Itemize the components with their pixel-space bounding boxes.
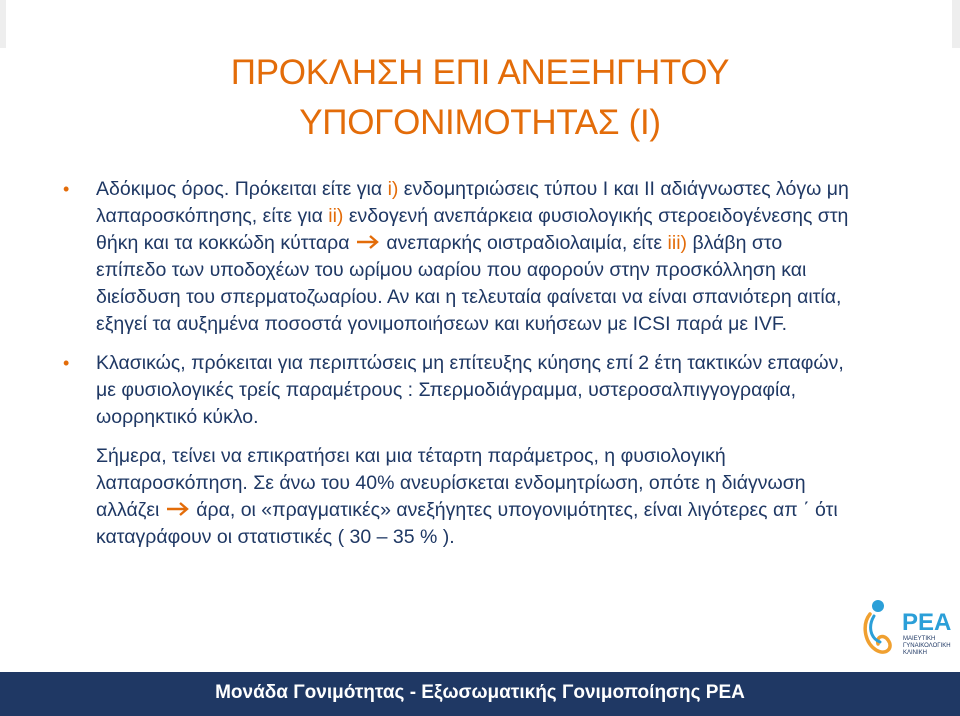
mother-child-icon	[865, 600, 890, 652]
right-arrow-icon	[355, 234, 381, 250]
title-line-1: ΠΡΟΚΛΗΣΗ ΕΠΙ ΑΝΕΞΗΓΗΤΟΥ	[230, 53, 730, 92]
footer-text: Μονάδα Γονιμότητας - Εξωσωματικής Γονιμοποίησης ΡΕΑ	[215, 682, 745, 703]
marker-iii: iii)	[667, 232, 688, 254]
paragraph-3: Σήμερα, τείνει να επικρατήσει και μια τέταρτη παράμετρος, η φυσιολογική λαπαροσκόπηση. Σε άνω του 40% ανευρίσκεται ενδομητρίωση, οπότε η διάγνωση αλλάζει άρα, οι «πραγματικές» ανεξήγητες υπογονιμότητες, είναι λιγότερες απ ΄ ότι καταγράφουν οι στατιστικές ( 30 – 35 % ).	[96, 445, 838, 548]
right-arrow-icon	[165, 501, 191, 517]
marker-i: i)	[387, 178, 399, 200]
bullet-paragraph-1: • Αδόκιμος όρος. Πρόκειται είτε για i) ενδομητριώσεις τύπου Ι και ΙΙ αδιάγνωστες λόγω μη λαπαροσκόπησης, είτε για ii) ενδογενή ανεπάρκεια φυσιολογικής στεροειδογένεσης στη θήκη και τα κοκκώδη κύτταρα ανεπαρκής οιστραδιολαιμία, είτε iii) βλάβη στο επίπεδο των υποδοχέων του ωρίμου ωαρίου που αφορούν στην προσκόλληση και διείσδυση του σπερματοζωαρίου. Αν και η τελευταία φαίνεται να είναι σπανιότερη αιτία, εξηγεί τα αυξημένα ποσοστά γονιμοποιήσεων και κυήσεων με ICSI παρά με IVF.	[63, 178, 849, 335]
slide-title	[0, 48, 960, 148]
bullet-icon: •	[63, 353, 70, 373]
title-line-2: ΥΠΟΓΟΝΙΜΟΤΗΤΑΣ (Ι)	[299, 103, 661, 142]
marker-ii: ii)	[328, 205, 344, 227]
logo-name: ΡΕΑ	[902, 609, 952, 636]
logo-sub-1: ΜΑΙΕΥΤΙΚΗ	[903, 636, 936, 642]
logo-sub-3: ΚΛΙΝΙΚΗ	[903, 650, 928, 656]
slide-body	[63, 176, 856, 551]
bullet-paragraph-2: • Κλασικώς, πρόκειται για περιπτώσεις μη επίτευξης κύησης επί 2 έτη τακτικών επαφών, με φυσιολογικές τρείς παραμέτρους : Σπερμοδιάγραμμα, υστεροσαλπιγγογραφία, ωορρηκτικό κύκλο.	[63, 352, 844, 428]
rea-clinic-logo	[860, 592, 960, 674]
logo-sub-2: ΓΥΝΑΙΚΟΛΟΓΙΚΗ	[903, 643, 951, 649]
bullet-icon: •	[63, 179, 70, 199]
